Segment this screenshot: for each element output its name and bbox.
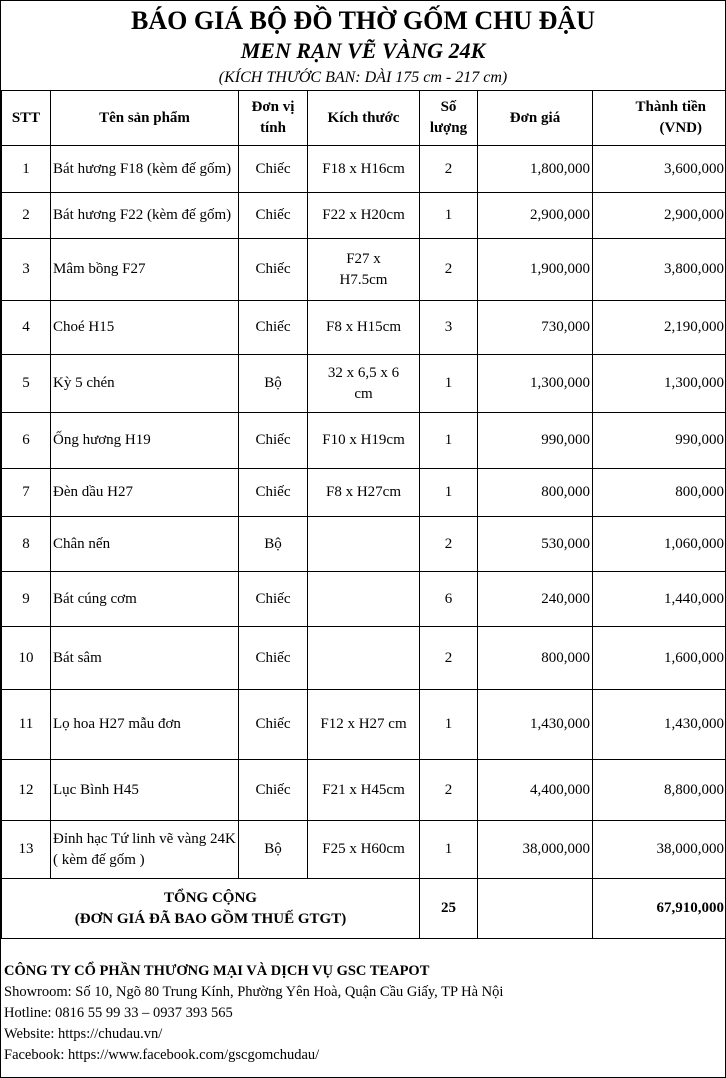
cell-name [51,760,239,821]
summary-label-line2: (ĐƠN GIÁ ĐÃ BAO GỒM THUẾ GTGT) [74,910,347,927]
cell-name [51,517,239,572]
cell-stt [2,821,51,879]
cell-qty [420,146,478,193]
cell-qty [420,690,478,760]
cell-unit [239,760,308,821]
cell-price-text: 530,000 [541,535,590,552]
cell-unit-text: Chiếc [255,432,291,448]
cell-price-text: 800,000 [541,484,590,500]
cell-total-text: 1,300,000 [664,375,724,391]
cell-unit-text: Chiếc [255,781,291,798]
cell-total [593,572,726,627]
cell-name [51,193,239,239]
cell-qty [420,627,478,690]
header-qty-line2: lượng [429,120,468,136]
cell-qty [420,301,478,355]
cell-size [308,146,420,193]
table-row [2,760,726,821]
cell-qty [420,193,478,239]
header-name: Tên sản phẩm [51,91,239,146]
cell-unit-text: Bộ [264,535,282,552]
cell-price-text: 990,000 [541,432,590,448]
cell-stt-text: 5 [22,375,30,391]
cell-name [51,413,239,469]
cell-total-text: 990,000 [675,432,724,448]
cell-total [593,517,726,572]
cell-name-text: Bát cúng cơm [53,590,137,607]
cell-stt [2,355,51,413]
cell-total [593,193,726,239]
table-row [2,469,726,517]
table-row [2,627,726,690]
cell-name [51,627,239,690]
cell-total-text: 3,600,000 [664,160,724,177]
cell-unit-text: Bộ [264,375,282,391]
cell-total [593,355,726,413]
cell-qty [420,572,478,627]
cell-stt [2,572,51,627]
cell-size [308,572,420,627]
cell-name-text: Ống hương H19 [53,432,151,448]
cell-total-text: 1,600,000 [664,649,724,666]
cell-unit-text: Chiếc [255,649,291,666]
cell-name [51,821,239,879]
table-row [2,413,726,469]
cell-qty [420,355,478,413]
cell-qty [420,821,478,879]
cell-qty-text: 1 [444,484,453,500]
cell-qty-text: 6 [444,590,453,607]
cell-name-text: Kỳ 5 chén [53,375,115,391]
cell-total-text: 1,060,000 [664,535,724,552]
cell-unit [239,821,308,879]
header-unit [239,91,308,146]
cell-price [478,572,593,627]
cell-stt-text: 9 [22,590,30,607]
cell-unit [239,301,308,355]
cell-price-text: 240,000 [541,590,590,607]
table-row [2,239,726,301]
header-qty-line1: Số [440,99,457,115]
cell-qty-text: 2 [444,261,453,277]
cell-total-text: 1,430,000 [664,716,724,732]
cell-stt-text: 12 [18,781,34,798]
cell-name [51,146,239,193]
cell-price [478,627,593,690]
header-stt: STT [2,91,51,146]
cell-size-text: H7.5cm [339,271,388,288]
cell-price [478,469,593,517]
company-footer [4,961,724,1066]
cell-size [308,469,420,517]
cell-name [51,301,239,355]
cell-unit-text: Chiếc [255,716,291,732]
cell-unit-text: Chiếc [255,484,291,500]
cell-stt [2,760,51,821]
cell-total-text: 2,900,000 [664,207,724,223]
cell-size [308,690,420,760]
cell-stt [2,301,51,355]
header-size: Kích thước [308,91,420,146]
cell-stt [2,690,51,760]
cell-price-text: 1,430,000 [530,716,590,732]
cell-size-text: F27 x [346,250,381,267]
cell-total-text: 1,440,000 [664,590,724,607]
cell-qty-text: 1 [444,716,453,732]
cell-price [478,690,593,760]
size-note: (KÍCH THƯỚC BAN: DÀI 175 cm - 217 cm) [218,69,508,86]
cell-total-text: 3,800,000 [664,261,724,277]
cell-total-text: 800,000 [675,484,724,500]
price-table [1,90,726,939]
header-qty [420,91,478,146]
cell-total-text: 8,800,000 [664,781,724,798]
cell-size-text: F10 x H19cm [322,432,405,448]
cell-stt-text: 2 [22,207,30,223]
cell-name [51,572,239,627]
cell-total [593,413,726,469]
cell-price [478,193,593,239]
cell-qty-text: 2 [444,160,453,177]
cell-size [308,517,420,572]
header-unit-line2: tính [260,120,286,136]
cell-total [593,627,726,690]
cell-name [51,690,239,760]
summary-label-line1: TỔNG CỘNG [164,889,257,906]
cell-name-text: Mâm bồng F27 [53,261,146,277]
cell-qty [420,469,478,517]
cell-price [478,821,593,879]
cell-unit-text: Chiếc [255,160,291,177]
cell-size-text: F25 x H60cm [322,841,405,857]
cell-size-text: cm [354,385,373,402]
cell-total [593,821,726,879]
cell-total [593,146,726,193]
cell-price [478,355,593,413]
cell-total [593,690,726,760]
cell-size-text: F8 x H15cm [326,319,401,335]
cell-total [593,239,726,301]
cell-size-text: F12 x H27 cm [320,716,407,732]
cell-price-text: 800,000 [541,649,590,666]
table-row [2,301,726,355]
cell-price [478,760,593,821]
showroom-address: Showroom: Số 10, Ngõ 80 Trung Kính, Phường Yên Hoà, Quận Cầu Giấy, TP Hà Nội [4,984,504,1000]
summary-row [2,879,726,939]
cell-stt-text: 13 [18,841,34,857]
cell-qty-text: 1 [444,432,453,448]
cell-qty [420,517,478,572]
cell-size-text: F22 x H20cm [322,207,405,223]
cell-total [593,301,726,355]
cell-name-text: Chân nến [53,535,111,552]
header-total-line2: (VND) [659,120,702,136]
cell-stt-text: 4 [22,319,30,335]
cell-qty-text: 3 [444,319,453,335]
table-row [2,355,726,413]
cell-unit-text: Chiếc [255,319,291,335]
cell-price [478,517,593,572]
cell-size [308,627,420,690]
cell-qty [420,760,478,821]
cell-size [308,239,420,301]
cell-unit-text: Chiếc [255,207,291,223]
cell-qty-text: 2 [444,781,453,798]
cell-price [478,146,593,193]
cell-total-text: 38,000,000 [656,841,724,857]
page-subtitle: MEN RẠN VẼ VÀNG 24K [240,38,486,63]
cell-unit [239,690,308,760]
cell-name-text: Đỉnh hạc Tứ linh vẽ vàng 24K [53,830,236,847]
cell-price-text: 38,000,000 [522,841,590,857]
cell-qty-text: 1 [444,207,453,223]
cell-stt [2,146,51,193]
header-unit-line1: Đơn vị [251,99,295,115]
cell-stt [2,413,51,469]
cell-name-text: Bát hương F22 (kèm đế gốm) [53,207,232,223]
header-total-line1: Thành tiền [635,99,706,115]
table-row [2,690,726,760]
company-name: CÔNG TY CỔ PHẦN THƯƠNG MẠI VÀ DỊCH VỤ GSC TEAPOT [4,963,430,979]
cell-qty-text: 1 [444,841,453,857]
cell-unit-text: Chiếc [255,590,291,607]
cell-price-text: 4,400,000 [530,781,590,798]
table-row [2,146,726,193]
cell-size [308,821,420,879]
cell-stt-text: 1 [22,160,30,177]
cell-unit-text: Chiếc [255,261,291,277]
cell-size [308,355,420,413]
cell-unit [239,572,308,627]
cell-name [51,239,239,301]
cell-total [593,760,726,821]
cell-size [308,760,420,821]
cell-name [51,469,239,517]
cell-unit [239,239,308,301]
cell-size-text: F21 x H45cm [322,781,405,798]
table-row [2,572,726,627]
summary-empty [478,879,593,939]
facebook-link[interactable]: Facebook: https://www.facebook.com/gscgomchudau/ [4,1047,320,1063]
table-row [2,517,726,572]
cell-unit [239,469,308,517]
cell-size-text: 32 x 6,5 x 6 [327,364,400,381]
cell-name-text: Bát hương F18 (kèm đế gốm) [53,160,232,177]
table-row [2,821,726,879]
cell-price-text: 2,900,000 [530,207,590,223]
cell-unit [239,517,308,572]
cell-total [593,469,726,517]
cell-unit [239,413,308,469]
cell-price-text: 1,900,000 [530,261,590,277]
cell-price-text: 730,000 [541,319,590,335]
cell-unit [239,627,308,690]
cell-name-text: Đèn dầu H27 [53,484,133,500]
summary-total: 67,910,000 [593,879,726,939]
cell-name-text: ( kèm đế gốm ) [53,851,145,868]
cell-stt-text: 8 [22,535,30,552]
cell-price [478,239,593,301]
cell-price-text: 1,300,000 [530,375,590,391]
cell-qty [420,413,478,469]
summary-qty: 25 [420,879,478,939]
header-total [593,91,726,146]
cell-name-text: Bát sâm [53,649,102,666]
cell-name-text: Lọ hoa H27 mẫu đơn [53,716,181,732]
cell-stt [2,193,51,239]
cell-size [308,413,420,469]
cell-stt [2,469,51,517]
summary-label [2,879,420,939]
hotline: Hotline: 0816 55 99 33 – 0937 393 565 [4,1005,233,1021]
cell-price [478,413,593,469]
cell-total-text: 2,190,000 [664,319,724,335]
cell-name-text: Choé H15 [53,319,115,335]
cell-qty-text: 2 [444,535,453,552]
cell-qty-text: 2 [444,649,453,666]
cell-unit [239,193,308,239]
cell-size [308,193,420,239]
cell-size-text: F18 x H16cm [322,160,405,177]
cell-price-text: 1,800,000 [530,160,590,177]
cell-stt-text: 7 [22,484,30,500]
website-link[interactable]: Website: https://chudau.vn/ [4,1026,163,1042]
cell-unit [239,146,308,193]
cell-stt-text: 6 [22,432,30,448]
cell-stt-text: 3 [22,261,30,277]
cell-price [478,301,593,355]
cell-unit [239,355,308,413]
cell-name [51,355,239,413]
cell-stt [2,517,51,572]
cell-stt-text: 10 [18,649,34,666]
cell-stt [2,627,51,690]
page-title: BÁO GIÁ BỘ ĐỒ THỜ GỐM CHU ĐẬU [131,6,595,35]
cell-qty-text: 1 [444,375,453,391]
cell-stt [2,239,51,301]
cell-name-text: Lục Bình H45 [53,781,139,798]
cell-size [308,301,420,355]
table-row [2,193,726,239]
cell-unit-text: Bộ [264,841,282,857]
cell-qty [420,239,478,301]
header-price: Đơn giá [478,91,593,146]
table-header-row [2,91,726,146]
cell-size-text: F8 x H27cm [326,484,401,500]
cell-stt-text: 11 [18,716,34,732]
